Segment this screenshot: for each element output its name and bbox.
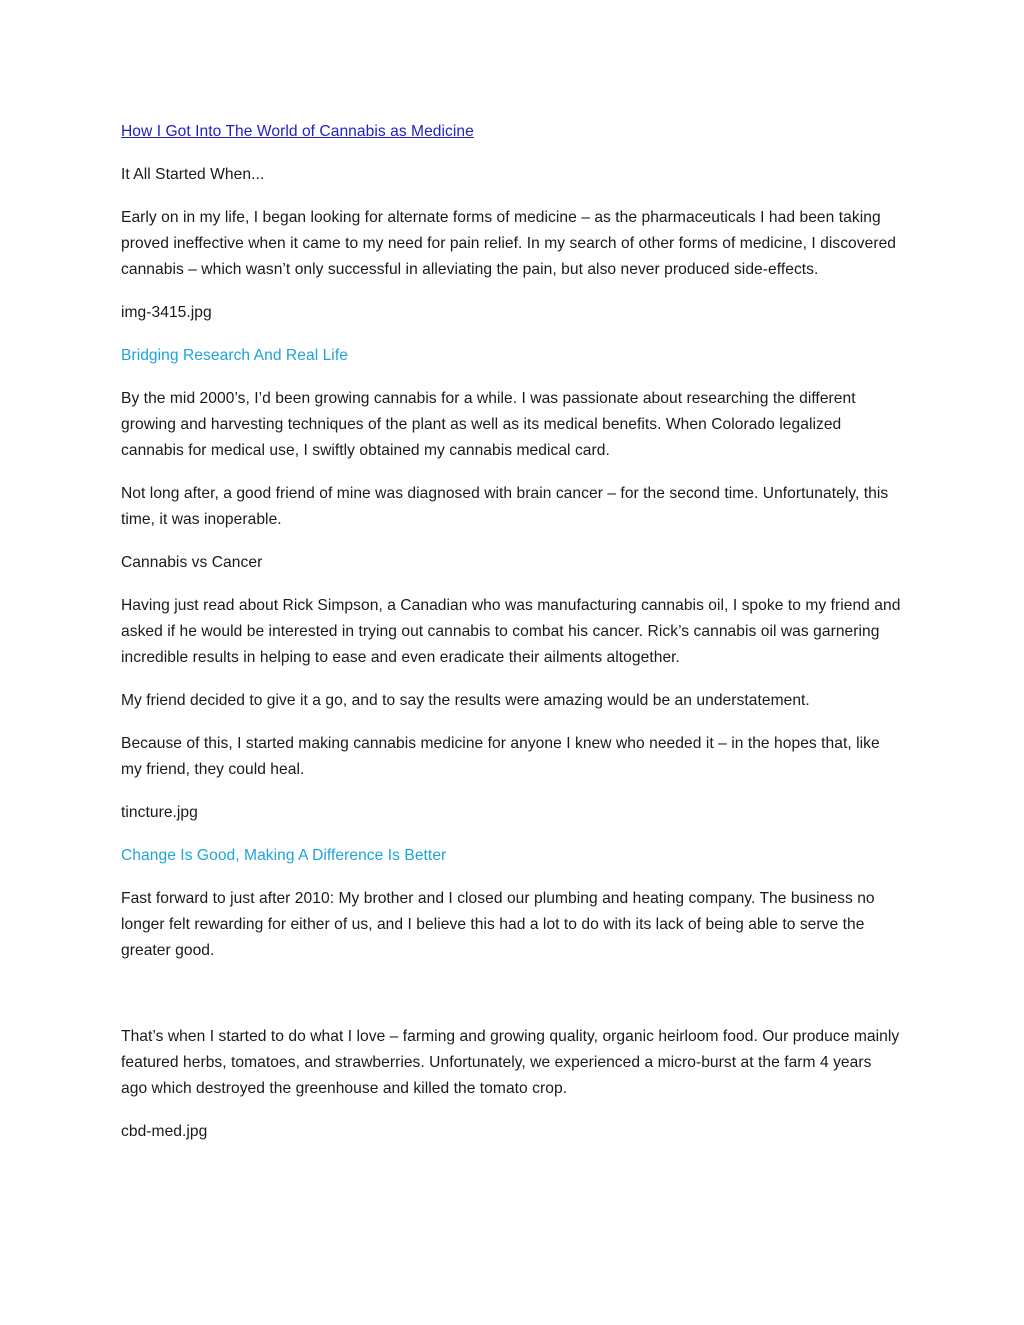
document-page xyxy=(121,119,901,1162)
paragraph-5: My friend decided to give it a go, and to say the results were amazing would be an understatement. xyxy=(121,692,810,709)
blank-line xyxy=(121,981,901,1024)
paragraph-2: By the mid 2000’s, I’d been growing cannabis for a while. I was passionate about researching the different growing and harvesting techniques of the plant as well as its medical benefits. When Colorado legalized cannabis for medical use, I swiftly obtained my cannabis medical card. xyxy=(121,390,856,459)
paragraph-4: Having just read about Rick Simpson, a Canadian who was manufacturing cannabis oil, I spoke to my friend and asked if he would be interested in trying out cannabis to combat his cancer. Rick’s cannabis oil was garnering incredible results in helping to ease and even eradicate their ailments altogether. xyxy=(121,597,901,666)
subheading-bridging-research: Bridging Research And Real Life xyxy=(121,347,348,364)
image-filename-1: img-3415.jpg xyxy=(121,304,212,321)
heading-cannabis-vs-cancer: Cannabis vs Cancer xyxy=(121,554,263,571)
image-filename-3: cbd-med.jpg xyxy=(121,1123,208,1140)
subheading-change-is-good: Change Is Good, Making A Difference Is Better xyxy=(121,847,447,864)
title-link[interactable]: How I Got Into The World of Cannabis as Medicine xyxy=(121,123,474,140)
paragraph-1: Early on in my life, I began looking for alternate forms of medicine – as the pharmaceuticals I had been taking proved ineffective when it came to my need for pain relief. In my search of other forms of medicine, I discovered cannabis – which wasn’t only successful in alleviating the pain, but also never produced side-effects. xyxy=(121,209,897,278)
paragraph-3: Not long after, a good friend of mine was diagnosed with brain cancer – for the second time. Unfortunately, this time, it was inoperable. xyxy=(121,485,889,528)
image-filename-2: tincture.jpg xyxy=(121,804,198,821)
intro-heading: It All Started When... xyxy=(121,166,265,183)
paragraph-6: Because of this, I started making cannabis medicine for anyone I knew who needed it – in the hopes that, like my friend, they could heal. xyxy=(121,735,880,778)
paragraph-8: That’s when I started to do what I love – farming and growing quality, organic heirloom food. Our produce mainly featured herbs, tomatoes, and strawberries. Unfortunately, we experienced a micro-burst at the farm 4 years ago which destroyed the greenhouse and killed the tomato crop. xyxy=(121,1028,900,1097)
paragraph-7: Fast forward to just after 2010: My brother and I closed our plumbing and heating company. The business no longer felt rewarding for either of us, and I believe this had a lot to do with its lack of being able to serve the greater good. xyxy=(121,890,875,959)
